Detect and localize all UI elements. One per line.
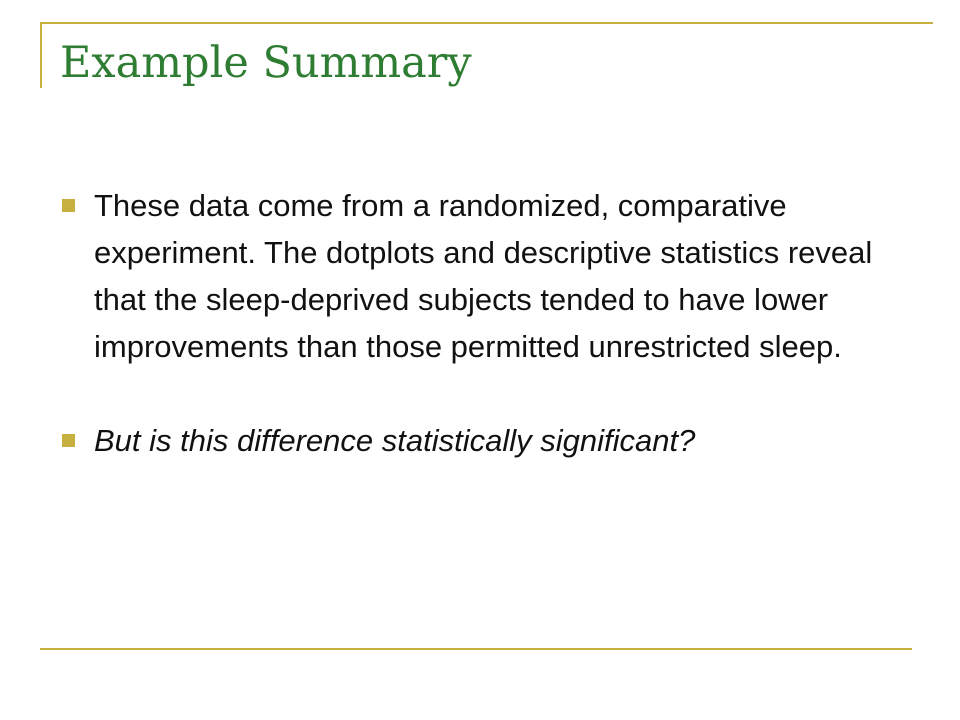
left-divider	[40, 22, 42, 88]
bullet-item-summary	[60, 182, 880, 370]
square-bullet-icon	[62, 199, 75, 212]
top-divider	[40, 22, 933, 24]
bottom-divider	[40, 648, 912, 650]
slide-title: Example Summary	[60, 38, 472, 88]
bullet-text-question: But is this difference statistically significant?	[94, 423, 696, 458]
bullet-text-summary: These data come from a randomized, comparative experiment. The dotplots and descriptive statistics reveal that the sleep-deprived subjects tended to have lower improvements than those permitted unrestricted sleep.	[94, 188, 873, 364]
bullet-list	[60, 182, 880, 464]
bullet-item-question	[60, 417, 880, 464]
square-bullet-icon	[62, 434, 75, 447]
